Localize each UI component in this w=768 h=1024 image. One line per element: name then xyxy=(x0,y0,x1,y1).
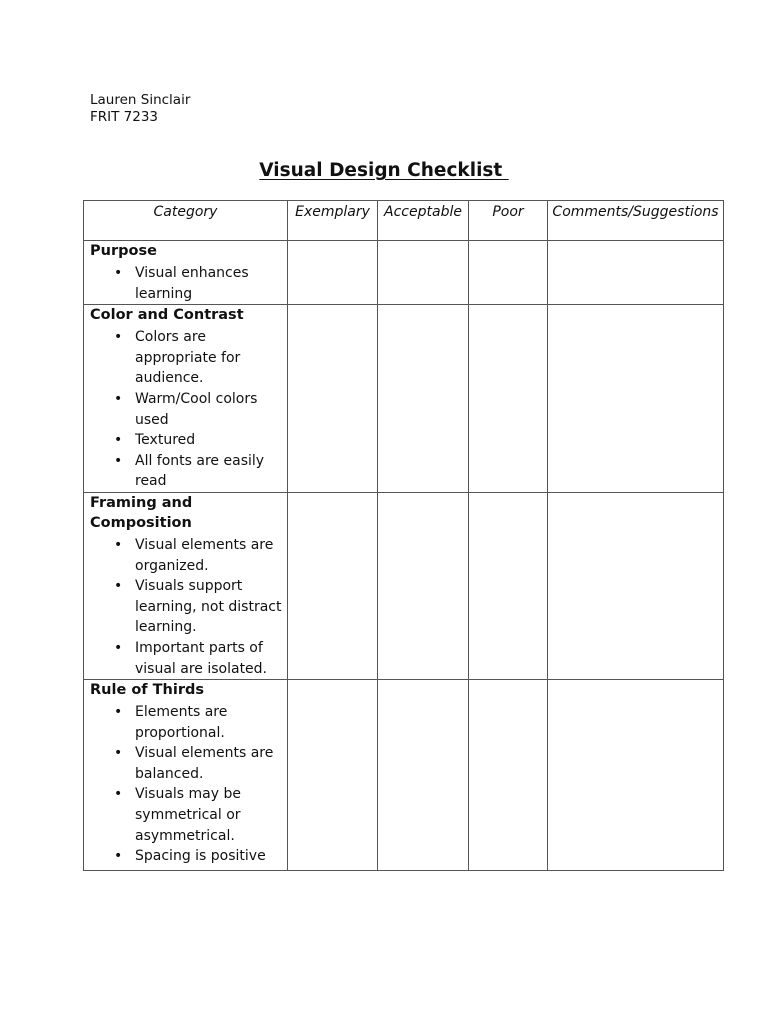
category-cell xyxy=(84,680,288,871)
criteria-item: • Visuals support learning, not distract learning. xyxy=(90,576,283,638)
header-category: Category xyxy=(84,201,288,241)
table-row xyxy=(84,680,724,871)
header-exemplary: Exemplary xyxy=(288,201,378,241)
comments-cell[interactable] xyxy=(548,492,724,679)
category-title: Purpose xyxy=(90,243,157,259)
author-name: Lauren Sinclair xyxy=(90,92,191,108)
header-poor: Poor xyxy=(469,201,548,241)
poor-cell[interactable] xyxy=(469,492,548,679)
checklist-table xyxy=(83,200,724,871)
comments-cell[interactable] xyxy=(548,305,724,493)
criteria-item: • Spacing is positive xyxy=(90,846,283,867)
acceptable-cell[interactable] xyxy=(378,492,469,679)
table-row xyxy=(84,492,724,679)
document-title: Visual Design Checklist xyxy=(259,160,509,181)
criteria-item: • Visuals may be symmetrical or asymmetrical. xyxy=(90,784,283,846)
category-cell xyxy=(84,241,288,305)
exemplary-cell[interactable] xyxy=(288,680,378,871)
table-row xyxy=(84,241,724,305)
category-title: Color and Contrast xyxy=(90,307,244,324)
acceptable-cell[interactable] xyxy=(378,680,469,871)
exemplary-cell[interactable] xyxy=(288,305,378,493)
exemplary-cell[interactable] xyxy=(288,241,378,305)
criteria-item: • Textured xyxy=(90,430,283,451)
criteria-list xyxy=(90,702,283,867)
acceptable-cell[interactable] xyxy=(378,241,469,305)
poor-cell[interactable] xyxy=(469,241,548,305)
comments-cell[interactable] xyxy=(548,680,724,871)
criteria-item: • Visual elements are balanced. xyxy=(90,743,283,784)
criteria-item: • Colors are appropriate for audience. xyxy=(90,327,283,389)
comments-cell[interactable] xyxy=(548,241,724,305)
criteria-list xyxy=(90,327,283,492)
exemplary-cell[interactable] xyxy=(288,492,378,679)
criteria-item: • Elements are proportional. xyxy=(90,702,283,743)
criteria-item: • All fonts are easily read xyxy=(90,451,283,492)
criteria-list xyxy=(90,263,283,304)
poor-cell[interactable] xyxy=(469,305,548,493)
criteria-list xyxy=(90,535,283,679)
course-code: FRIT 7233 xyxy=(90,109,159,125)
criteria-item: • Warm/Cool colors used xyxy=(90,389,283,430)
category-cell xyxy=(84,305,288,493)
header-row xyxy=(84,201,724,241)
criteria-item: • Visual enhances learning xyxy=(90,263,283,304)
header-comments: Comments/Suggestions xyxy=(548,201,724,241)
header-acceptable: Acceptable xyxy=(378,201,469,241)
poor-cell[interactable] xyxy=(469,680,548,871)
author-block xyxy=(90,92,190,126)
category-title: Rule of Thirds xyxy=(90,682,205,699)
table-row xyxy=(84,305,724,493)
criteria-item: • Important parts of visual are isolated. xyxy=(90,638,283,679)
category-title: Framing and Composition xyxy=(90,494,193,531)
acceptable-cell[interactable] xyxy=(378,305,469,493)
category-cell xyxy=(84,492,288,679)
criteria-item: • Visual elements are organized. xyxy=(90,535,283,576)
